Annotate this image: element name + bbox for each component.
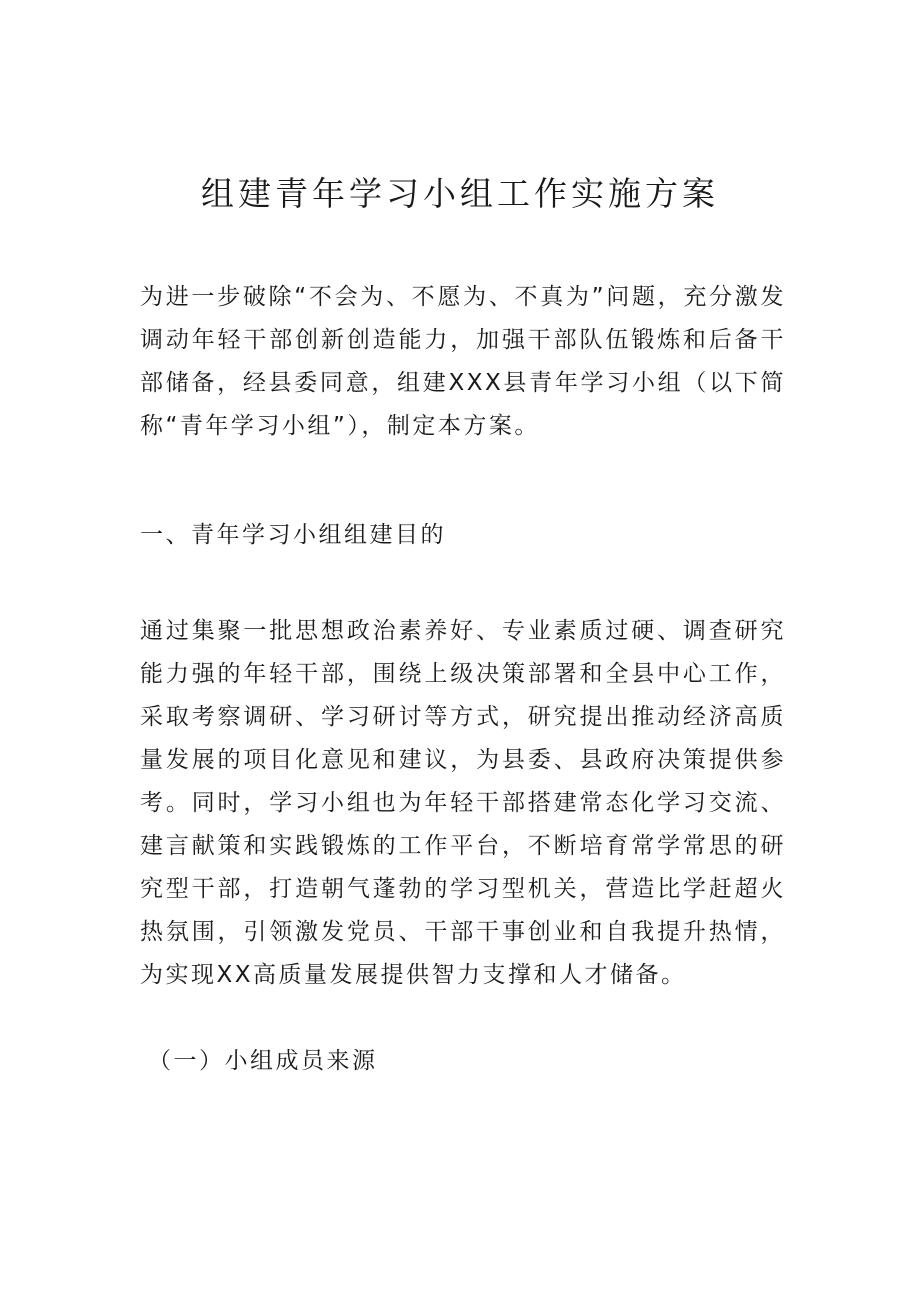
intro-paragraph: 为进一步破除“不会为、不愿为、不真为”问题，充分激发调动年轻干部创新创造能力，加强干部队伍锻炼和后备干部储备，经县委同意，组建XXX县青年学习小组（以下简称“青年学习小组”），制定本方案。 [140,284,786,439]
section-body-paragraph: 通过集聚一批思想政治素养好、专业素质过硬、调查研究能力强的年轻干部，围绕上级决策部署和全县中心工作，采取考察调研、学习研讨等方式，研究提出推动经济高质量发展的项目化意见和建议，为县委、县政府决策提供参考。同时，学习小组也为年轻干部搭建常态化学习交流、建言献策和实践锻炼的工作平台，不断培育常学常思的研究型干部，打造朝气蓬勃的学习型机关，营造比学赶超火热氛围，引领激发党员、干部干事创业和自我提升热情，为实现XX高质量发展提供智力支撑和人才储备。 [140,618,786,988]
section-heading: 一、青年学习小组组建目的 [140,522,446,548]
subsection-heading: （一）小组成员来源 [148,1048,378,1074]
document-title: 组建青年学习小组工作实施方案 [201,174,719,214]
